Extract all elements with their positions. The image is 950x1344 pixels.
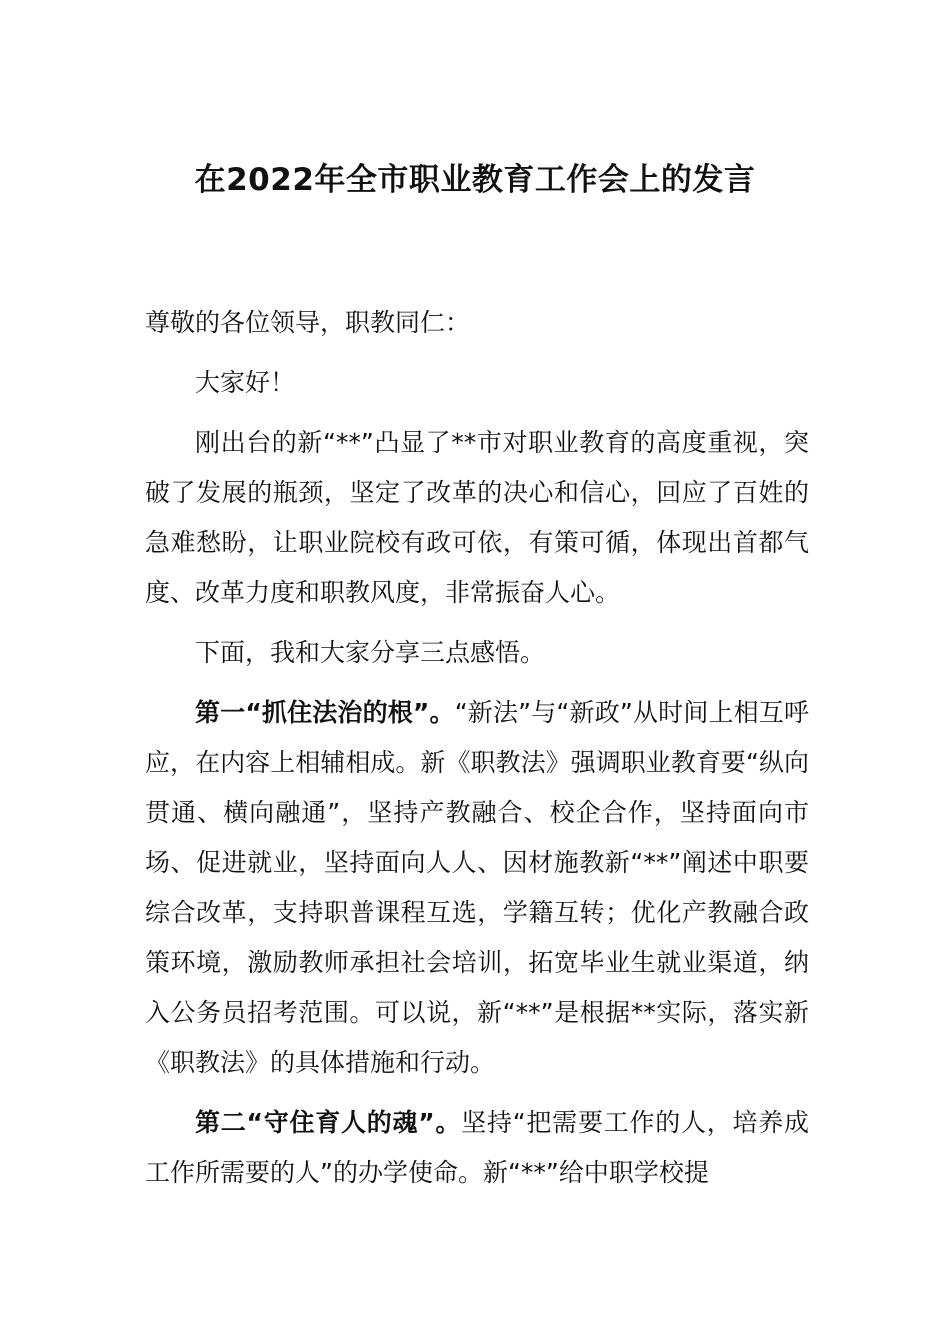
section-one — [145, 688, 809, 1088]
section-two-heading: 第二“守住育人的魂”。 — [195, 1108, 462, 1137]
document-title: 在2022年全市职业教育工作会上的发言 — [194, 162, 756, 198]
paragraph-transition: 下面，我和大家分享三点感悟。 — [195, 638, 546, 667]
section-two-text: 坚持“把需要工作的人，培养成工作所需要的人”的办学使命。新“**”给中职学校提 — [145, 1108, 809, 1187]
greeting: 大家好！ — [195, 368, 296, 397]
section-two — [145, 1098, 809, 1198]
document-body — [145, 298, 809, 1208]
salutation: 尊敬的各位领导，职教同仁： — [145, 308, 471, 337]
paragraph-intro: 刚出台的新“**”凸显了**市对职业教育的高度重视，突破了发展的瓶颈，坚定了改革的决心和信心，回应了百姓的急难愁盼，让职业院校有政可依，有策可循，体现出首都气度、改革力度和职教风度，非常振奋人心。 — [145, 428, 809, 607]
section-one-heading: 第一“抓住法治的根”。 — [195, 698, 455, 727]
section-one-text: “新法”与“新政”从时间上相互呼应，在内容上相辅相成。新《职教法》强调职业教育要“纵向贯通、横向融通”，坚持产教融合、校企合作，坚持面向市场、促进就业，坚持面向人人、因材施教新“**”阐述中职要综合改革，支持职普课程互选，学籍互转；优化产教融合政策环境，激励教师承担社会培训，拓宽毕业生就业渠道，纳入公务员招考范围。可以说，新“**”是根据**实际，落实新《职教法》的具体措施和行动。 — [145, 698, 809, 1077]
